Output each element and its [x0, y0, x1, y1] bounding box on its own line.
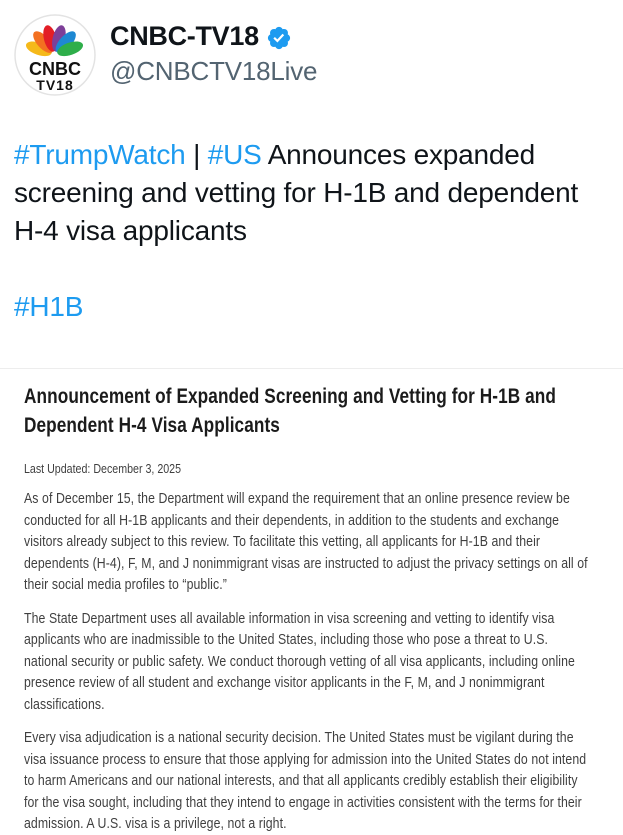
tweet-separator: | [185, 139, 208, 170]
article-paragraph-1: As of December 15, the Department will expand the requirement that an online presence review be conducted for all H-1B applicants and their dependents, in addition to the students and exchange visitors already subject to this review. To facilitate this vetting, all applicants for H-1B and their dependents (H-4), F, M, and J nonimmigrant visas are instructed to adjust the privacy settings on all of their social media profiles to “public.” [24, 490, 588, 593]
hashtag-trumpwatch[interactable]: #TrumpWatch [14, 139, 186, 170]
author-block [110, 14, 317, 87]
article-last-updated: Last Updated: December 3, 2025 [24, 461, 182, 476]
article-paragraph-2: The State Department uses all available information in visa screening and vetting to identify visa applicants who are inadmissible to the United States, including those who pose a threat to U.S. national security or public safety. We conduct thorough vetting of all visa applicants, including online presence review of all student and exchange visitor applicants in the F, M, and J nonimmigrant classifications. [24, 609, 575, 713]
author-name[interactable]: CNBC-TV18 [110, 21, 259, 51]
tweet-text-rest: Announces expanded screening and vetting for H-1B and dependent H-4 visa applicants [14, 139, 579, 246]
tweet-text-hashtag-line [14, 288, 609, 326]
verified-badge-icon [266, 25, 292, 51]
tweet-text [0, 136, 623, 326]
article-body [24, 488, 594, 835]
avatar[interactable] [14, 14, 96, 96]
article-paragraph-3: Every visa adjudication is a national security decision. The United States must be vigilant during the visa issuance process to ensure that those applying for admission into the United States do not intend to harm Americans and our national interests, and that all applicants credibly establish their eligibility for the visa sought, including that they intend to engage in activities consistent with the terms for their admission. A U.S. visa is a privilege, not a right. [24, 729, 587, 832]
hashtag-us[interactable]: #US [207, 139, 262, 170]
cnbc-tv18-logo-icon [14, 14, 96, 96]
author-handle[interactable]: @CNBCTV18Live [110, 56, 318, 86]
avatar-text-line2: TV18 [36, 77, 74, 93]
article-inner [24, 382, 594, 835]
article-title: Announcement of Expanded Screening and Vetting for H-1B and Dependent H-4 Visa Applicants [24, 385, 557, 437]
article-card [0, 368, 623, 835]
avatar-text-line1: CNBC [29, 59, 81, 79]
hashtag-h1b[interactable]: #H1B [14, 291, 84, 322]
tweet-text-main [14, 136, 609, 250]
tweet-header [0, 0, 623, 96]
